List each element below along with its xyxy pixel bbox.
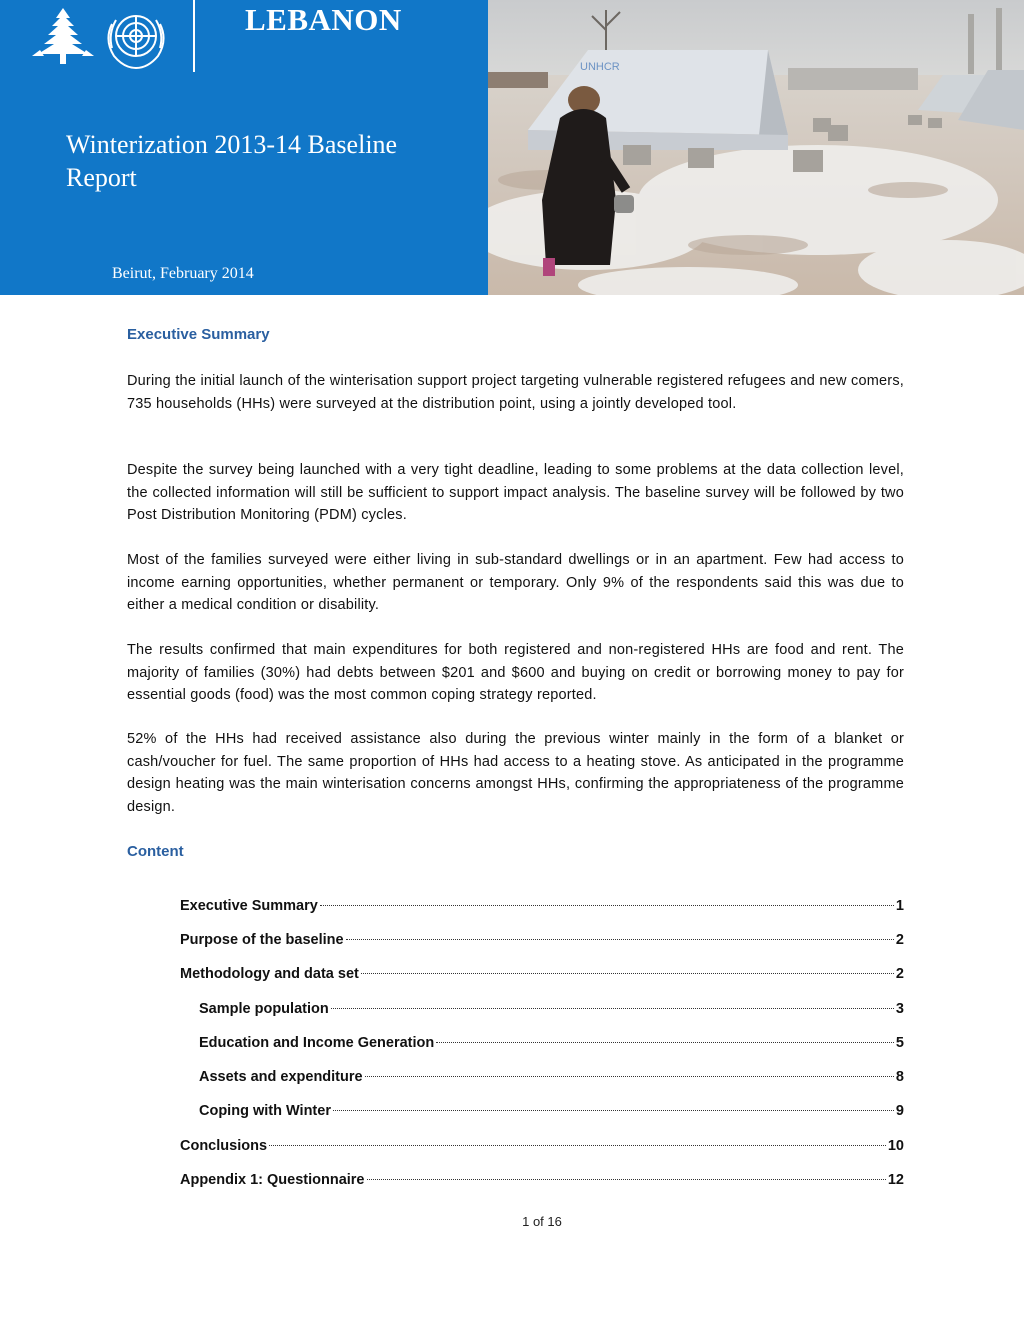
toc-entry[interactable] [199, 1035, 904, 1057]
toc-entry-label: Appendix 1: Questionnaire [180, 1172, 365, 1188]
country-name: LEBANON [245, 2, 402, 37]
title-panel [0, 0, 488, 295]
toc-leader-dots [320, 905, 894, 906]
toc-entry-page: 5 [895, 1035, 904, 1051]
toc-entry-page: 1 [895, 898, 904, 914]
toc-leader-dots [436, 1042, 894, 1043]
toc-entry-label: Assets and expenditure [199, 1069, 363, 1085]
toc-entry-label: Sample population [199, 1001, 329, 1017]
place-and-date: Beirut, February 2014 [112, 265, 254, 282]
toc-entry[interactable] [199, 1069, 904, 1091]
header-divider [193, 0, 195, 72]
toc-entry[interactable] [180, 1172, 904, 1194]
cedar-emblem-icon [30, 6, 96, 68]
summary-paragraph-4: The results confirmed that main expenditures for both registered and non-registered HHs are food and rent. The majority of families (30%) had debts between $201 and $600 and buying on credit or borrowing money to pay for essential goods (food) was the most common coping strategy reported. [127, 642, 904, 703]
toc-entry-page: 8 [895, 1069, 904, 1085]
un-emblem-icon [100, 4, 172, 72]
summary-paragraph-3: Most of the families surveyed were either living in sub-standard dwellings or in an apartment. Few had access to income earning opportunities, whether permanent or temporary. Only 9% of the respondents said this was due to either a medical condition or disability. [127, 552, 904, 613]
toc-leader-dots [365, 1076, 894, 1077]
report-title [66, 128, 466, 194]
toc-entry[interactable] [180, 966, 904, 988]
report-title-line1: Winterization 2013-14 Baseline [66, 130, 398, 159]
summary-paragraph-1: During the initial launch of the winterisation support project targeting vulnerable registered refugees and new comers, 735 households (HHs) were surveyed at the distribution point, using a jointly developed tool. [127, 373, 904, 412]
toc-leader-dots [361, 973, 894, 974]
summary-paragraph-5: 52% of the HHs had received assistance also during the previous winter mainly in the form of a blanket or cash/voucher for fuel. The same proportion of HHs had access to a heating stove. As anticipated in the programme design heating was the main winterisation concerns amongst HHs, confirming the appropriateness of the programme design. [127, 731, 904, 815]
toc-entry-label: Education and Income Generation [199, 1035, 435, 1051]
toc-entry-label: Purpose of the baseline [180, 932, 344, 948]
toc-entry-label: Coping with Winter [199, 1103, 331, 1119]
toc-entry-page: 2 [895, 932, 904, 948]
toc-leader-dots [367, 1179, 886, 1180]
toc-entry-label: Executive Summary [180, 898, 318, 914]
cover-header [0, 0, 1024, 295]
toc-entry-page: 3 [895, 1001, 904, 1017]
toc-entry[interactable] [199, 1103, 904, 1125]
toc-leader-dots [269, 1145, 886, 1146]
toc-entry-page: 9 [895, 1103, 904, 1119]
toc-entry[interactable] [180, 1138, 904, 1160]
toc-entry-page: 10 [887, 1138, 904, 1154]
report-title-line2: Report [66, 163, 137, 192]
cover-photo [488, 0, 1024, 295]
toc-entry[interactable] [199, 1001, 904, 1023]
page-indicator: 1 of 16 [522, 1214, 562, 1229]
toc-entry-page: 2 [895, 966, 904, 982]
toc-entry[interactable] [180, 898, 904, 920]
toc-leader-dots [331, 1008, 894, 1009]
toc-entry[interactable] [180, 932, 904, 954]
toc-leader-dots [346, 939, 894, 940]
executive-summary-heading: Executive Summary [127, 326, 270, 343]
summary-paragraph-2: Despite the survey being launched with a very tight deadline, leading to some problems at the data collection level, the collected information will still be sufficient to support impact analysis. The baseline survey will be followed by two Post Distribution Monitoring (PDM) cycles. [127, 462, 904, 523]
contents-heading: Content [127, 843, 184, 860]
toc-entry-page: 12 [887, 1172, 904, 1188]
toc-leader-dots [333, 1110, 894, 1111]
toc-entry-label: Methodology and data set [180, 966, 359, 982]
tent-marking: UNHCR [580, 61, 620, 73]
toc-entry-label: Conclusions [180, 1138, 268, 1154]
